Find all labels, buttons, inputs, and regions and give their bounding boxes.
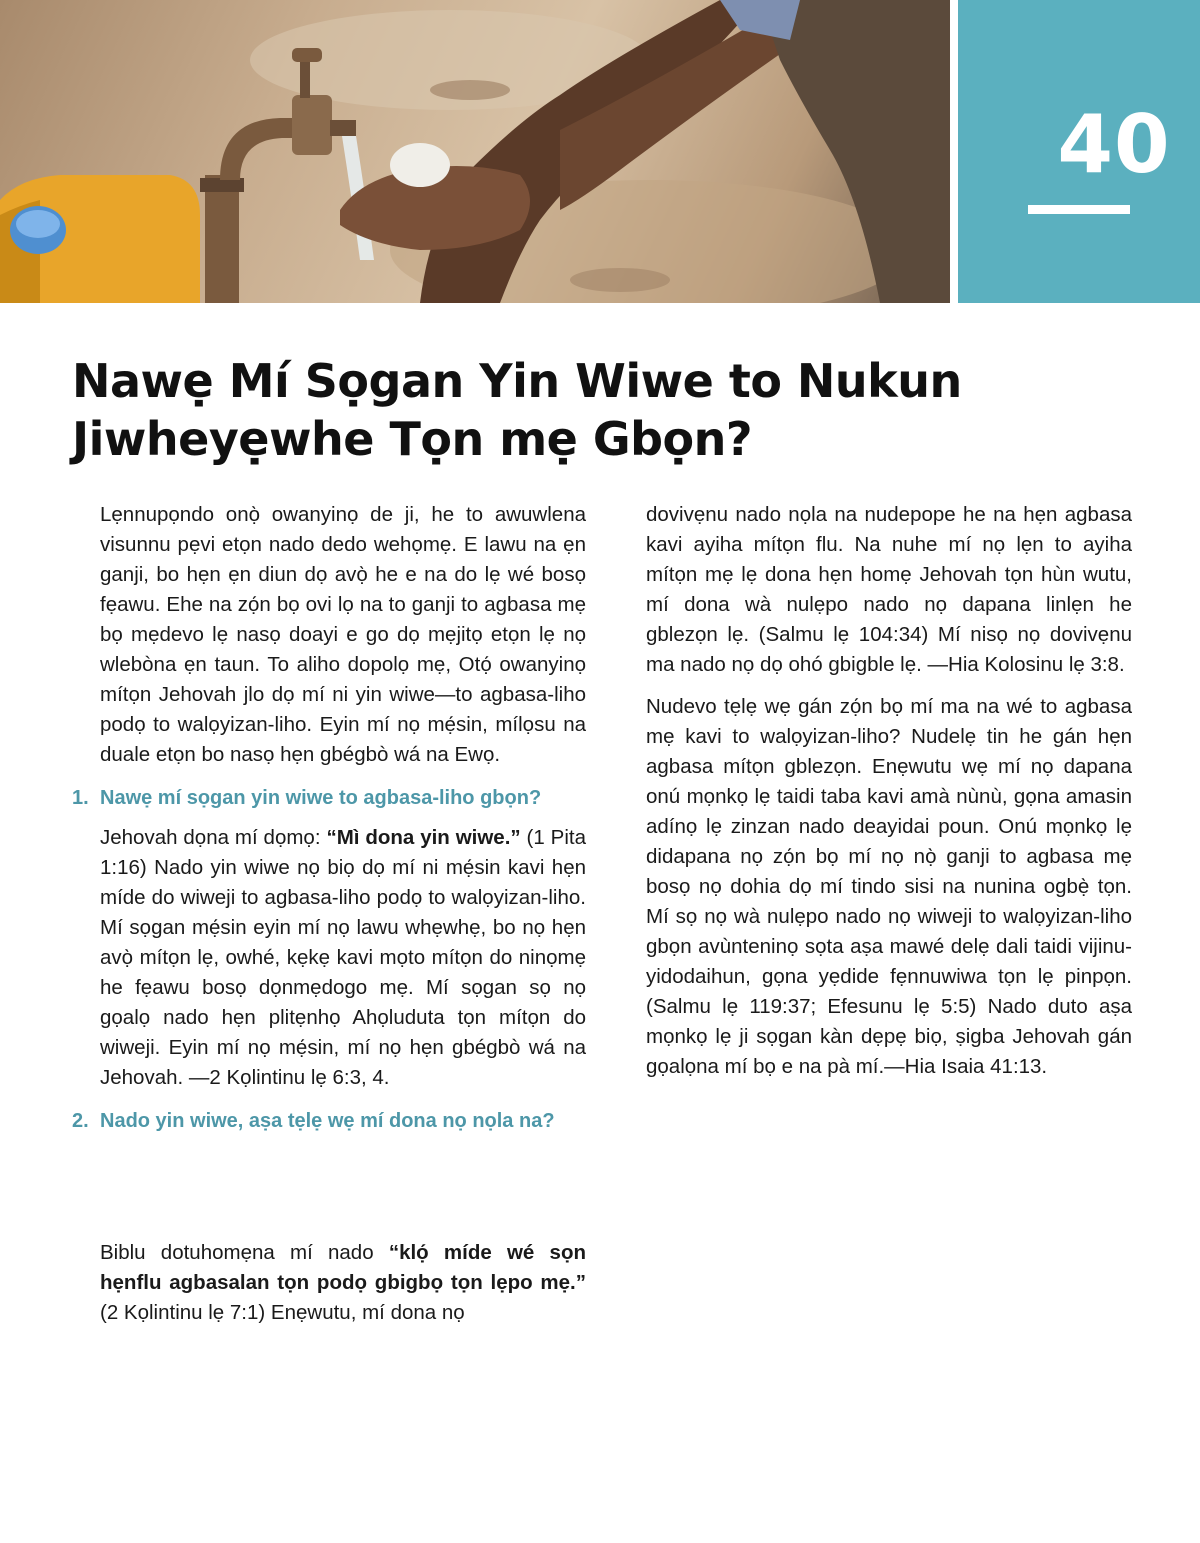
question-2 <box>72 1107 586 1136</box>
question-2-text: Nado yin wiwe, aṣa tẹlẹ wẹ mí dona nọ nọla na? <box>100 1110 555 1132</box>
answer-1-paragraph <box>72 823 586 1093</box>
lesson-number: 40 <box>1057 98 1171 191</box>
answer-1-pre: Jehovah dọna mí dọmọ: <box>100 826 327 849</box>
lesson-number-box <box>958 0 1200 303</box>
answer-2-pre: Biblu dotuhomẹna mí nado <box>100 1241 389 1264</box>
page-title: Nawẹ Mí Sọgan Yin Wiwe to Nukun Jiwheyẹwhe Tọn mẹ Gbọn? <box>72 354 962 466</box>
answer-2-paragraph-cont: dovivẹnu nado nọla na nudepope he na hẹn agbasa kavi ayiha mítọn flu. Na nuhe mí nọ lẹn to ayiha mítọn mẹ lẹ dona hẹn homẹ Jehovah tọn hùn wutu, mí dona wà nulẹpo nado nọ dapana linlẹn he gblezọn lẹ. (Salmu lẹ 104:34) Mí nisọ nọ dovivẹnu ma nado nọ dọ ohó gbigble lẹ. —Hia Kolosinu lẹ 3:8. <box>646 503 1132 676</box>
left-column-bottom <box>72 1238 586 1328</box>
answer-2-paragraph-start <box>72 1238 586 1328</box>
answer-2-paragraph-2: Nudevo tẹlẹ wẹ gán zọ́n bọ mí ma na wé to agbasa mẹ kavi to walọyizan-liho? Nudelẹ tin he gán hẹn agbasa mítọn gblezọn. Enẹwutu wẹ mí nọ dapana onú mọnkọ lẹ taidi taba kavi amà nùnù, gọna amasin adínọ lẹ zinzan nado deayidai poun. Onú mọnkọ lẹ didapana nọ zọ́n bọ mí nọ nọ̀ ganji to agbasa mẹ bosọ nọ dohia dọ mí tindo sisi na nunina ogbẹ̀ tọn. Mí sọ nọ wà nulẹpo nado nọ wiweji to walọyizan-liho gbọn avùnteninọ sọta aṣa mawé delẹ dali taidi vijinu-yidodaihun, gọna yẹdide fẹnnuwiwa tọn lẹ pinpọn. (Salmu lẹ 119:37; Efesunu lẹ 5:5) Nado duto aṣa mọnkọ lẹ ji sọgan kàn dẹpẹ biọ, ṣigba Jehovah gán gọalọna mí bọ e na pà mí.—Hia Isaia 41:13. <box>646 695 1132 1078</box>
question-2-number: 2. <box>72 1110 89 1132</box>
hand-washing-photo-icon <box>0 0 950 303</box>
answer-2-quote: “klọ́ míde wé sọn hẹnflu agbasalan tọn podọ gbigbọ tọn lẹpo mẹ.” <box>100 1241 586 1294</box>
right-column <box>646 500 1132 1094</box>
intro-paragraph: Lẹnnupọndo onọ̀ owanyinọ de ji, he to awuwlena visunnu pẹvi etọn nado dedo wehọmẹ. E lawu na ẹn ganji, bo hẹn ẹn diun dọ avọ̀ he e na do lẹ wé bosọ fẹawu. Ehe na zọ́n bọ ovi lọ na to ganji to agbasa mẹ bọ mẹdevo lẹ nasọ doayi e go dọ mẹjitọ etọn lẹ nọ wlebòna ẹn taun. To aliho dopolọ mẹ, Otọ́ owanyinọ mítọn Jehovah jlo dọ mí ni yin wiwe—to agbasa-liho podọ to walọyizan-liho. Eyin mí nọ mẹ́sin, mílọsu na duale etọn bo nasọ hẹn gbégbò wá na Ewọ. <box>100 503 586 766</box>
hero-photo <box>0 0 950 303</box>
question-1-text: Nawẹ mí sọgan yin wiwe to agbasa-liho gbọn? <box>100 787 542 809</box>
answer-1-post: (1 Pita 1:16) Nado yin wiwe nọ biọ dọ mí ni mẹ́sin kavi hẹn míde do wiweji to agbasa-liho podọ to walọyizan-liho. Mí sọgan mẹ́sin eyin mí nọ lawu whẹwhẹ, bo nọ hẹn avọ̀ mítọn lẹ, owhé, kẹkẹ kavi mọto mítọn do ninọmẹ he fẹawu bosọ dọnmẹdogo mẹ. Mí sọgan sọ nọ gọalọ nado hẹn plitẹnhọ Ahọluduta tọn mítọn do wiweji. Eyin mí nọ mẹ́sin, mí nọ hẹn gbégbò wá na Jehovah. —2 Kọlintinu lẹ 6:3, 4. <box>100 826 586 1089</box>
lesson-number-underline <box>1028 205 1130 214</box>
answer-1-quote: “Mì dona yin wiwe.” <box>326 826 521 849</box>
question-1-number: 1. <box>72 787 89 809</box>
question-1 <box>72 784 586 813</box>
left-column <box>72 500 586 1146</box>
answer-2-post-start: (2 Kọlintinu lẹ 7:1) Enẹwutu, mí dona nọ <box>100 1301 465 1324</box>
